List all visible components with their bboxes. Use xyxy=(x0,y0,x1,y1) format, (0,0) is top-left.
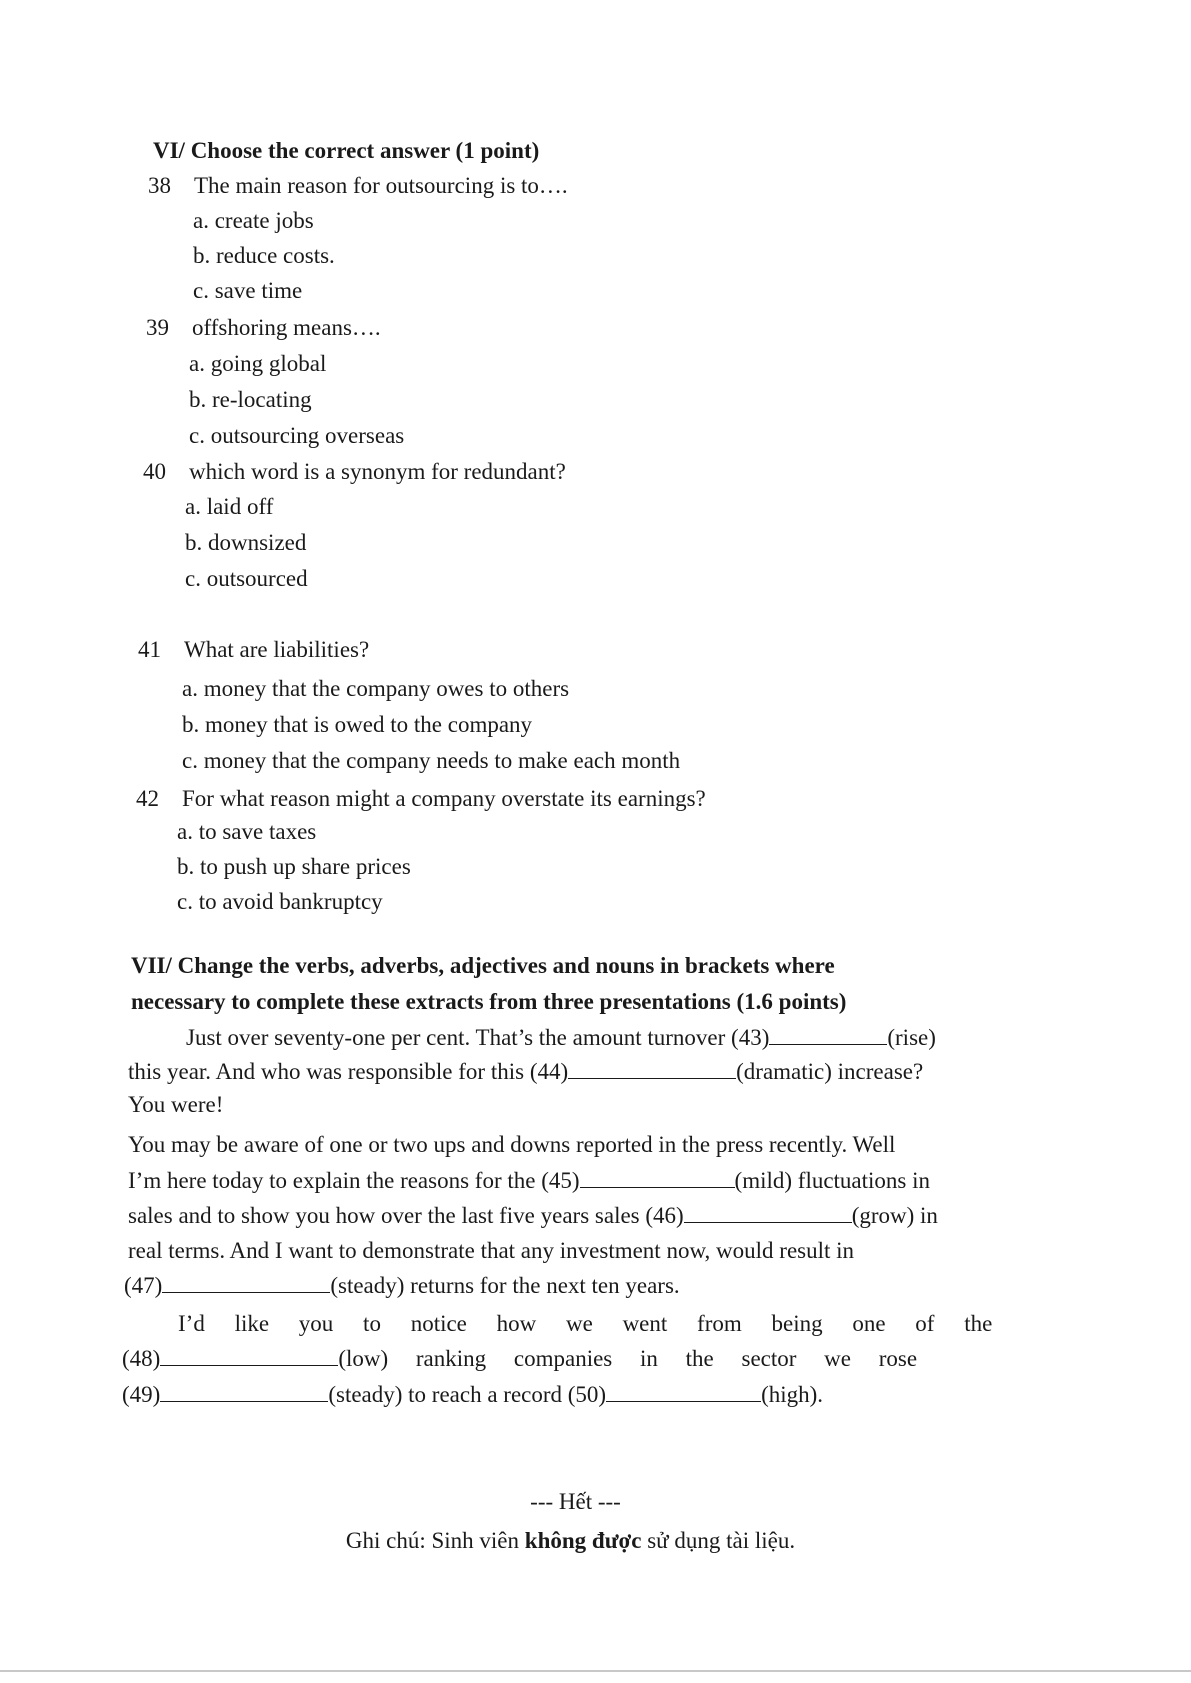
text-segment: Just over seventy-one per cent. That’s the amount turnover (43) xyxy=(186,1025,770,1050)
question-text: offshoring means…. xyxy=(192,315,381,340)
question-text: For what reason might a company overstate its earnings? xyxy=(182,786,706,811)
option-40b: b. downsized xyxy=(185,530,307,555)
paragraph-1-line-2 xyxy=(128,1057,1032,1087)
text-segment: (steady) returns for the next ten years. xyxy=(330,1273,680,1298)
paragraph-2-line-5 xyxy=(124,1271,680,1301)
note-prefix: Ghi chú: Sinh viên xyxy=(345,1528,525,1553)
text-segment: (49) xyxy=(122,1382,161,1407)
blank-46[interactable] xyxy=(684,1202,852,1223)
paragraph-1-line-3: You were! xyxy=(128,1092,224,1117)
question-38 xyxy=(148,171,568,201)
option-39b: b. re-locating xyxy=(189,387,312,412)
question-number: 41 xyxy=(138,637,161,662)
note-bold: không được xyxy=(524,1528,642,1553)
end-mark: --- Hết --- xyxy=(530,1489,621,1514)
question-text: The main reason for outsourcing is to…. xyxy=(194,173,568,198)
text-segment: real terms. And I want to demonstrate that any investment now, would result in xyxy=(128,1238,855,1263)
text-segment: (grow) in xyxy=(851,1203,938,1228)
blank-47[interactable] xyxy=(162,1272,330,1293)
question-text: which word is a synonym for redundant? xyxy=(189,459,566,484)
question-number: 40 xyxy=(143,459,166,484)
text-segment: (dramatic) increase? xyxy=(736,1059,924,1084)
text-segment: I’m here today to explain the reasons for the (45) xyxy=(128,1168,580,1193)
paragraph-1-line-1 xyxy=(186,1023,1034,1053)
section-6-heading: VI/ Choose the correct answer (1 point) xyxy=(153,138,540,163)
option-38c: c. save time xyxy=(193,278,303,303)
option-42c: c. to avoid bankruptcy xyxy=(177,889,383,914)
question-number: 42 xyxy=(136,786,159,811)
blank-49[interactable] xyxy=(160,1381,328,1402)
question-39 xyxy=(146,313,381,343)
paragraph-3-line-3 xyxy=(122,1380,823,1410)
paragraph-2-line-3 xyxy=(128,1201,1032,1231)
option-39c: c. outsourcing overseas xyxy=(189,423,405,448)
option-41c: c. money that the company needs to make each month xyxy=(182,748,681,773)
text-segment: (48) xyxy=(122,1346,161,1371)
question-40 xyxy=(143,457,566,487)
section-7-heading-line-1: VII/ Change the verbs, adverbs, adjectives and nouns in brackets where xyxy=(131,953,835,978)
paragraph-3-line-2 xyxy=(122,1344,1028,1374)
text-segment: You may be aware of one or two ups and downs reported in the press recently. Well xyxy=(128,1132,896,1157)
text-segment: I’d like you to notice how we went from being one of the xyxy=(178,1311,993,1336)
option-42b: b. to push up share prices xyxy=(177,854,411,879)
blank-45[interactable] xyxy=(580,1167,735,1188)
option-41a: a. money that the company owes to others xyxy=(182,676,570,701)
question-42 xyxy=(136,784,706,814)
option-40c: c. outsourced xyxy=(185,566,308,591)
blank-44[interactable] xyxy=(568,1058,736,1079)
option-38b: b. reduce costs. xyxy=(193,243,335,268)
paragraph-3-line-1 xyxy=(178,1309,1028,1339)
section-7-heading-line-2: necessary to complete these extracts from three presentations (1.6 points) xyxy=(131,989,847,1014)
text-segment: (rise) xyxy=(887,1025,936,1050)
text-segment: this year. And who was responsible for this (44) xyxy=(128,1059,569,1084)
option-42a: a. to save taxes xyxy=(177,819,317,844)
question-41 xyxy=(138,635,369,665)
footer-note xyxy=(0,1526,1166,1556)
paragraph-2-line-1 xyxy=(128,1130,1032,1160)
text-segment: (47) xyxy=(124,1273,163,1298)
option-38a: a. create jobs xyxy=(193,208,314,233)
question-number: 38 xyxy=(148,173,171,198)
note-suffix: sử dụng tài liệu. xyxy=(641,1528,796,1553)
blank-48[interactable] xyxy=(160,1345,338,1366)
text-segment: (high). xyxy=(761,1382,824,1407)
option-40a: a. laid off xyxy=(185,494,274,519)
question-text: What are liabilities? xyxy=(184,637,370,662)
option-41b: b. money that is owed to the company xyxy=(182,712,533,737)
option-39a: a. going global xyxy=(189,351,327,376)
blank-43[interactable] xyxy=(769,1024,887,1045)
text-segment: (mild) fluctuations in xyxy=(734,1168,931,1193)
text-segment: (steady) to reach a record (50) xyxy=(328,1382,607,1407)
paragraph-2-line-4 xyxy=(128,1236,1032,1266)
blank-50[interactable] xyxy=(606,1381,761,1402)
text-segment: sales and to show you how over the last five years sales (46) xyxy=(128,1203,684,1228)
text-segment: (low) ranking companies in the sector we rose xyxy=(338,1346,918,1371)
question-number: 39 xyxy=(146,315,169,340)
paragraph-2-line-2 xyxy=(128,1166,1032,1196)
scan-edge-line xyxy=(0,1670,1191,1672)
